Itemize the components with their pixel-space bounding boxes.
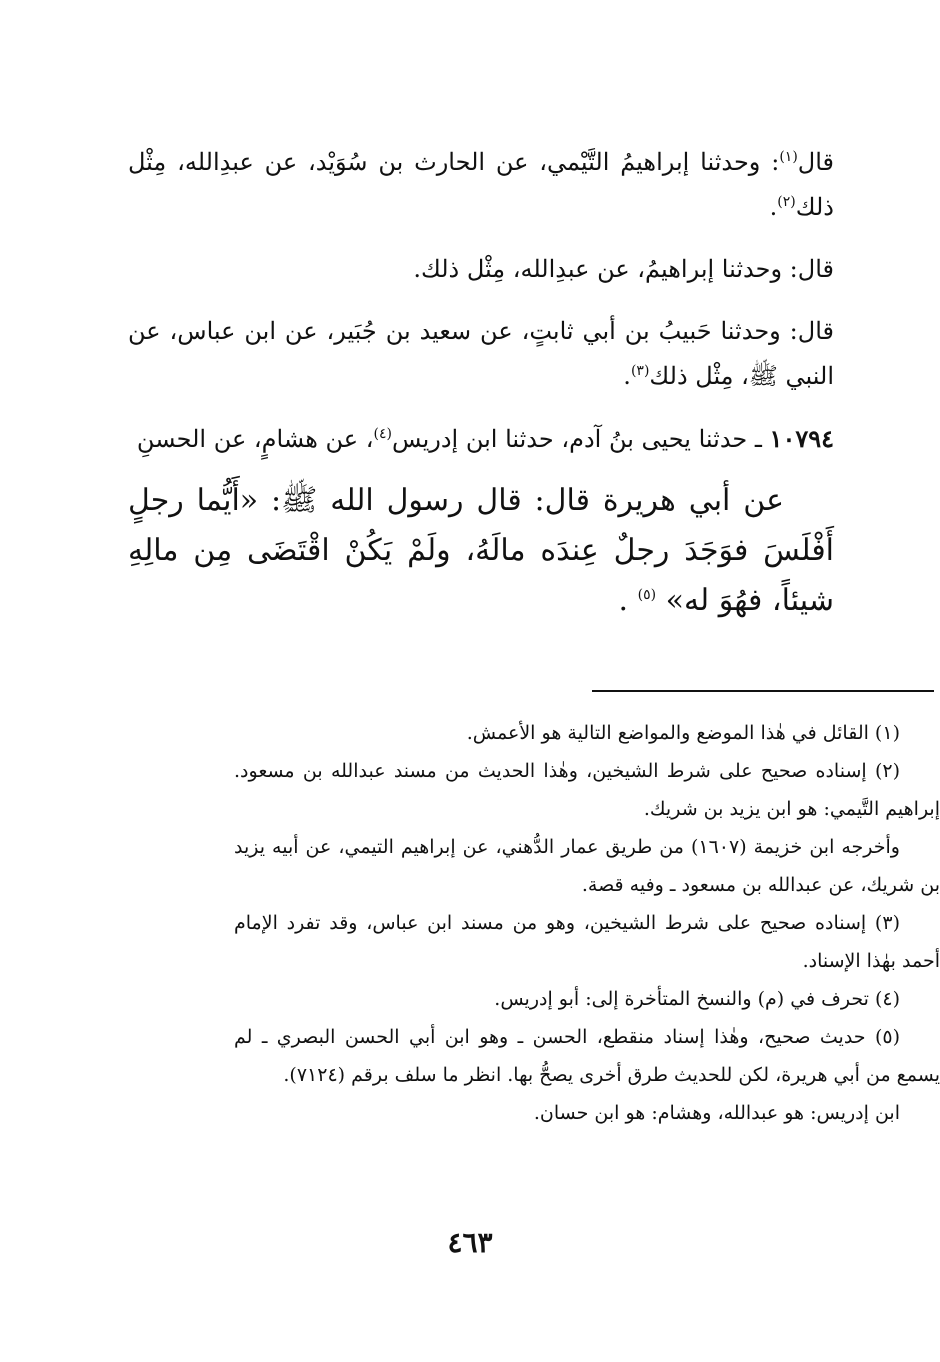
footnote-1: (١) القائل في هٰذا الموضع والمواضع التالية هو الأعمش.	[466, 722, 900, 744]
paragraph-3-text: قال: وحدثنا حَبيبُ بن أبي ثابتٍ، عن سعيد بن جُبَير، عن ابن عباس، عن النبي ﷺ، مِثْل ذلك	[128, 317, 834, 390]
hadith-matn-text: عن أبي هريرة قال: قال رسول الله ﷺ: «أَيُّما رجلٍ أَفْلَسَ فوَجَدَ رجلٌ عِندَه مالَهُ، ولَمْ يَكُنْ اقْتَضَى مِن مالِهِ شيئاً، فهُوَ له»	[128, 483, 834, 618]
hadith-number: ١٠٧٩٤	[769, 424, 834, 453]
footnote-5: (٥) حديث صحيح، وهٰذا إسناد منقطع، الحسن ـ وهو ابن أبي الحسن البصري ـ لم يسمع من أبي هريرة، لكن للحديث طرق أخرى يصحُّ بها. انظر ما سلف برقم (٧١٢٤).	[234, 1026, 940, 1086]
footnote-4: (٤) تحرف في (م) والنسخ المتأخرة إلى: أبو إدريس.	[494, 988, 900, 1010]
footnote-2-continued: وأخرجه ابن خزيمة (١٦٠٧) من طريق عمار الدُّهني، عن إبراهيم التيمي، عن أبيه يزيد بن شريك، عن عبدالله بن مسعود ـ وفيه قصة.	[234, 836, 940, 896]
paragraph-1-end: .	[769, 193, 778, 221]
paragraph-2	[128, 247, 834, 292]
hadith-matn	[128, 476, 834, 626]
hadith-matn-end: .	[618, 583, 629, 618]
footnote-divider	[592, 690, 934, 692]
paragraph-1-text-a: قال	[797, 148, 835, 176]
paragraph-3-end: .	[623, 362, 631, 390]
footnote-ref-1[interactable]: (١)	[779, 149, 798, 165]
footnote-2: (٢) إسناده صحيح على شرط الشيخين، وهٰذا الحديث من مسند عبدالله بن مسعود. إبراهيم التَّيمي: هو ابن يزيد بن شريك.	[234, 760, 940, 820]
footnote-5-continued: ابن إدريس: هو عبدالله، وهشام: هو ابن حسان.	[533, 1102, 900, 1124]
footnote-ref-4[interactable]: (٤)	[373, 426, 392, 442]
footnote-ref-3[interactable]: (٣)	[630, 363, 650, 379]
page-body	[128, 140, 834, 626]
footnote-3: (٣) إسناده صحيح على شرط الشيخين، وهو من مسند ابن عباس، وقد تفرد الإمام أحمد بهٰذا الإسناد.	[234, 912, 940, 972]
page-number: ٤٦٣	[447, 1226, 493, 1259]
paragraph-1	[128, 140, 834, 230]
paragraph-2-text: قال: وحدثنا إبراهيمُ، عن عبدِالله، مِثْل ذلك.	[413, 255, 834, 283]
paragraph-1-text-b: : وحدثنا إبراهيمُ التَّيْمي، عن الحارث بن سُوَيْد، عن عبدِالله، مِثْل ذلك	[128, 148, 834, 221]
paragraph-3	[128, 309, 834, 399]
hadith-isnad-text-a: ـ حدثنا يحيى بنُ آدم، حدثنا ابن إدريس	[391, 425, 770, 453]
footnotes	[234, 714, 940, 1132]
hadith-isnad	[128, 416, 834, 462]
footnote-ref-2[interactable]: (٢)	[777, 194, 796, 210]
hadith-isnad-text-b: ، عن هشامٍ، عن الحسنِ	[136, 425, 374, 453]
footnote-ref-5[interactable]: (٥)	[637, 587, 657, 603]
